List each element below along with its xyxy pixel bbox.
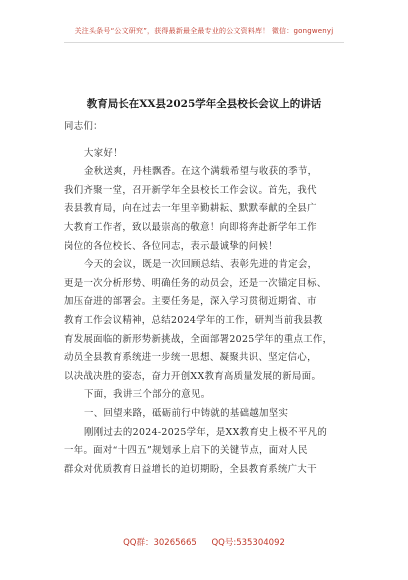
header-divider xyxy=(64,42,344,43)
paragraph-line: 大教育工作者，致以最崇高的敬意！向即将奔赴新学年工作 xyxy=(64,221,317,233)
header-banner: 关注头条号“公文研究”，获得最新最全最专业的公文资料库！ 微信：gongwenyj xyxy=(74,27,334,35)
paragraph-line: 一年。面对“十四五”规划承上启下的关键节点，面对人民 xyxy=(64,445,308,457)
paragraph-gap xyxy=(64,137,350,145)
qq-group: QQ群：30265665 xyxy=(123,538,197,548)
greeting: 大家好！ xyxy=(84,147,123,159)
paragraph-line: 群众对优质教育日益增长的迫切期盼，全县教育系统广大干 xyxy=(64,463,317,475)
paragraph-line: 金秋送爽，丹桂飘香。在这个满载希望与收获的季节， xyxy=(84,166,318,178)
document-body xyxy=(64,118,350,479)
paragraph-line: 岗位的各位校长、各位同志，表示最诚挚的问候！ xyxy=(64,240,278,252)
paragraph-line: 更是一次分析形势、明确任务的动员会，还是一次锚定目标、 xyxy=(64,277,327,289)
paragraph-line: 刚刚过去的2024-2025学年，是XX教育史上极不平凡的 xyxy=(84,426,328,438)
paragraph-line: 表县教育局，向在过去一年里辛勤耕耘、默默奉献的全县广 xyxy=(64,203,317,215)
paragraph-line: 今天的会议，既是一次回顾总结、表彰先进的肯定会， xyxy=(84,259,318,271)
paragraph-line: 以决战决胜的姿态，奋力开创XX教育高质量发展的新局面。 xyxy=(64,370,322,382)
paragraph-line: 下面，我讲三个部分的意见。 xyxy=(84,389,211,401)
paragraph-line: 动员全县教育系统进一步统一思想、凝聚共识、坚定信心， xyxy=(64,352,317,364)
salutation: 同志们： xyxy=(64,121,103,132)
qq-number: QQ号:535304092 xyxy=(211,538,285,548)
footer-contact xyxy=(0,536,408,548)
document-title: 教育局长在XX县2025学年全县校长会议上的讲话 xyxy=(86,98,322,110)
paragraph-line: 加压奋进的部署会。主要任务是，深入学习贯彻近期省、市 xyxy=(64,296,317,308)
paragraph-line: 我们齐聚一堂，召开新学年全县校长工作会议。首先，我代 xyxy=(64,184,317,196)
paragraph-line: 教育工作会议精神，总结2024学年的工作，研判当前我县教 xyxy=(64,314,323,326)
paragraph-line: 育发展面临的新形势新挑战，全面部署2025学年的重点工作， xyxy=(64,333,333,345)
section-heading: 一、回望来路，砥砺前行中铸就的基础越加坚实 xyxy=(84,407,289,419)
